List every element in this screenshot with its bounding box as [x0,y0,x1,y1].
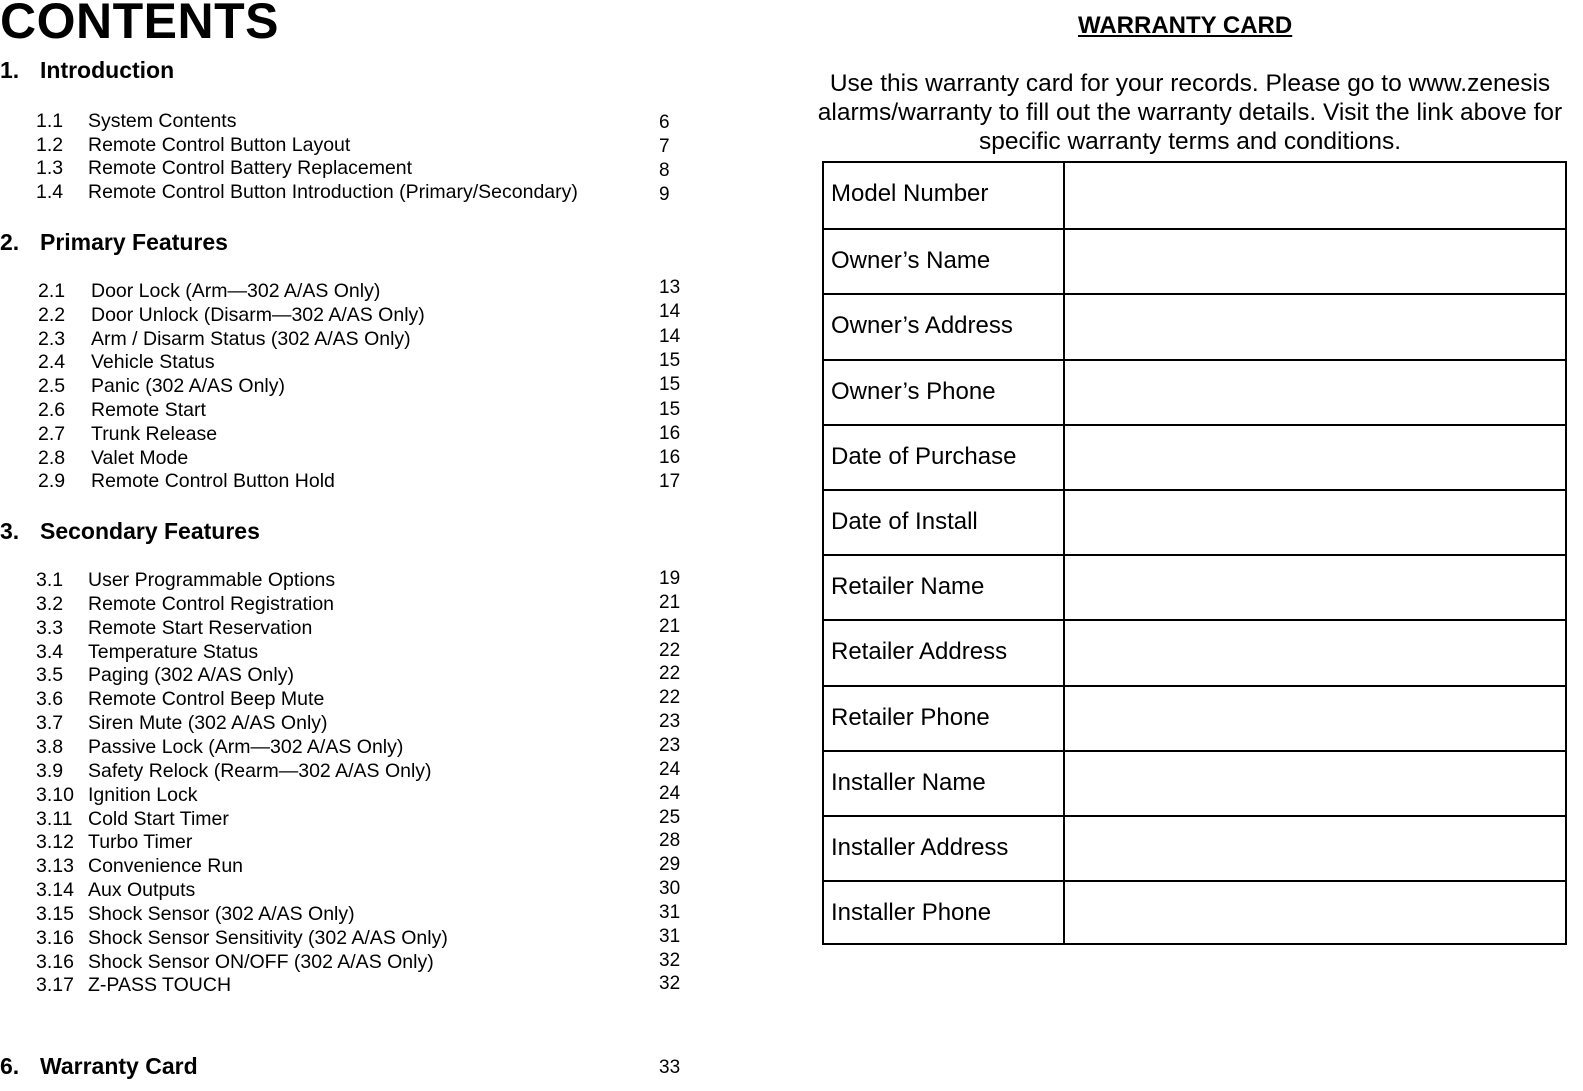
warranty-row [824,750,1565,815]
toc-entry[interactable] [38,447,188,470]
warranty-field-label: Installer Name [831,768,986,796]
toc-page-number: 8 [659,160,670,181]
toc-page-number: 33 [659,1057,681,1078]
toc-entry[interactable] [36,593,334,616]
toc-entry-number: 3.8 [36,735,64,758]
toc-entry-number: 3.16 [36,950,74,973]
section-title: Primary Features [40,229,228,255]
toc-entry-title: Trunk Release [91,422,218,445]
warranty-field-label: Retailer Name [831,573,985,601]
toc-page-number: 32 [659,949,681,971]
warranty-field-entry[interactable] [1063,556,1565,619]
toc-entry[interactable] [36,617,312,640]
toc-entry-number: 2.9 [38,470,66,493]
warranty-row [824,554,1565,619]
toc-entry[interactable] [38,351,215,374]
toc-entry[interactable] [36,641,258,664]
warranty-field-entry[interactable] [1063,882,1565,945]
warranty-field-label: Installer Phone [831,899,992,927]
toc-entry[interactable] [36,736,403,759]
toc-entry-number: 1.3 [36,157,64,180]
warranty-field-label: Retailer Address [831,638,1008,666]
toc-entry-title: Remote Start [91,399,206,421]
warranty-field-entry[interactable] [1063,491,1565,554]
warranty-field-entry[interactable] [1063,426,1565,489]
toc-entry[interactable] [36,903,355,926]
warranty-row [824,424,1565,489]
toc-entry-number: 2.5 [38,375,66,398]
toc-page-number: 6 [659,112,670,133]
toc-page-number: 23 [659,711,681,733]
warranty-row [824,619,1565,684]
toc-entry[interactable] [36,157,412,180]
toc-page-number: 13 [659,277,681,298]
section-heading-introduction[interactable] [0,57,174,84]
contents-title: CONTENTS [0,0,279,49]
toc-entry[interactable] [36,569,335,592]
section-heading-primary-features[interactable] [0,229,228,256]
toc-entry-number: 3.6 [36,688,64,711]
toc-page-number: 31 [659,925,681,947]
toc-page-number: 17 [659,471,681,493]
warranty-field-entry[interactable] [1063,621,1565,684]
toc-entry[interactable] [38,423,217,446]
toc-entry-title: Door Unlock (Disarm—302 A/AS Only) [91,303,425,326]
warranty-table [822,161,1567,945]
toc-entry[interactable] [36,974,231,997]
toc-page-number: 22 [659,639,681,661]
toc-entry[interactable] [36,927,448,950]
toc-entry[interactable] [36,951,434,974]
toc-page-number: 30 [659,878,681,900]
toc-entry-number: 3.2 [36,592,64,615]
section-title: Secondary Features [40,518,260,544]
toc-entry-number: 3.5 [36,664,64,687]
toc-entry[interactable] [36,110,236,133]
toc-entry-number: 2.1 [38,280,66,302]
toc-entry-title: Temperature Status [88,640,259,663]
toc-page-number: 28 [659,830,681,852]
toc-entry-number: 3.9 [36,759,64,782]
toc-entry[interactable] [38,470,335,493]
warranty-field-entry[interactable] [1063,361,1565,424]
toc-entry[interactable] [36,134,350,157]
toc-page-number: 15 [659,398,681,420]
toc-entry-title: Arm / Disarm Status (302 A/AS Only) [91,327,411,350]
warranty-row [824,293,1565,358]
toc-page-number: 24 [659,782,681,804]
warranty-field-entry[interactable] [1063,752,1565,815]
section-number: 1. [0,57,20,83]
toc-entry-title: Convenience Run [88,855,244,878]
toc-entry[interactable] [36,712,328,735]
toc-page-number: 21 [659,591,681,613]
warranty-field-label: Retailer Phone [831,703,990,731]
toc-entry-number: 2.7 [38,422,66,445]
toc-page-number: 15 [659,349,681,371]
section-heading-warranty-card[interactable] [0,1053,198,1080]
toc-entry-number: 3.7 [36,712,64,735]
warranty-field-entry[interactable] [1063,163,1565,228]
toc-entry-number: 3.14 [36,879,74,902]
toc-entry-title: Safety Relock (Rearm—302 A/AS Only) [88,759,432,782]
toc-entry-number: 3.4 [36,640,64,663]
warranty-field-label: Date of Purchase [831,442,1017,470]
toc-entry[interactable] [36,808,229,831]
warranty-title: WARRANTY CARD [1078,12,1293,39]
warranty-row [824,359,1565,424]
toc-entry-number: 3.15 [36,902,74,925]
toc-page-number: 23 [659,734,681,756]
toc-entry-title: Remote Control Beep Mute [88,688,325,711]
warranty-field-label: Model Number [831,180,989,207]
toc-entry[interactable] [38,280,380,303]
toc-page-number: 32 [659,973,681,995]
toc-entry-number: 3.12 [36,831,74,854]
toc-entry-title: Valet Mode [91,446,189,469]
toc-entry-title: Shock Sensor ON/OFF (302 A/AS Only) [88,950,434,973]
toc-entry-number: 3.16 [36,926,74,949]
toc-entry-number: 3.13 [36,855,74,878]
toc-entry-number: 2.8 [38,446,66,469]
warranty-field-label: Installer Address [831,834,1009,861]
toc-entry-number: 2.6 [38,399,66,421]
toc-entry[interactable] [38,304,425,327]
toc-entry-number: 3.17 [36,974,74,997]
toc-page-number: 19 [659,568,681,589]
toc-entry-title: Panic (302 A/AS Only) [91,375,286,398]
toc-entry-title: Aux Outputs [88,879,196,902]
toc-entry-number: 1.4 [36,181,64,204]
toc-entry-title: Remote Control Registration [88,592,335,615]
toc-entry-title: Ignition Lock [88,783,198,806]
toc-entry-title: Door Lock (Arm—302 A/AS Only) [91,280,381,302]
warranty-row [824,228,1565,293]
section-title: Warranty Card [40,1053,198,1079]
toc-entry[interactable] [38,375,285,398]
toc-entry-number: 3.1 [36,569,64,591]
section-title: Introduction [40,57,175,83]
toc-page-number: 24 [659,758,681,780]
toc-entry-title: Remote Start Reservation [88,616,313,639]
warranty-row [824,685,1565,750]
toc-page-number: 31 [659,901,681,923]
toc-entry-title: Shock Sensor Sensitivity (302 A/AS Only) [88,926,448,949]
toc-entry-title: Turbo Timer [88,831,193,854]
warranty-row [824,163,1565,228]
section-number: 3. [0,518,20,544]
warranty-field-entry[interactable] [1063,295,1565,358]
toc-entry-title: Siren Mute (302 A/AS Only) [88,712,328,735]
warranty-instructions: Use this warranty card for your records. Please go to www.zenesis alarms/warranty to fill out the warranty details. Visit the link above for specific warranty terms and conditions. [817,70,1563,155]
toc-page-number: 29 [659,854,681,876]
warranty-field-label: Date of Install [831,508,978,535]
warranty-row [824,489,1565,554]
toc-entry[interactable] [36,664,294,687]
section-heading-secondary-features[interactable] [0,518,260,545]
toc-entry[interactable] [36,831,192,854]
warranty-field-entry[interactable] [1063,230,1565,293]
toc-page-number: 14 [659,325,681,347]
warranty-field-entry[interactable] [1063,687,1565,750]
toc-entry-title: Remote Control Button Introduction (Primary/Secondary) [88,181,578,204]
toc-page-number: 16 [659,447,681,469]
warranty-field-label: Owner’s Phone [831,377,996,405]
section-number: 2. [0,229,20,255]
warranty-field-label: Owner’s Address [831,312,1013,340]
toc-entry[interactable] [38,399,206,422]
toc-entry-title: Passive Lock (Arm—302 A/AS Only) [88,735,404,758]
toc-entry[interactable] [36,181,578,204]
warranty-row [824,880,1565,945]
toc-entry[interactable] [36,855,243,878]
toc-entry-number: 1.1 [36,110,64,132]
toc-page-number: 9 [659,184,670,205]
toc-page-number: 25 [659,806,681,828]
warranty-field-label: Owner’s Name [831,247,991,275]
toc-page-number: 7 [659,136,670,157]
toc-entry-title: Remote Control Battery Replacement [88,157,413,180]
toc-entry-number: 2.4 [38,351,66,374]
toc-entry-title: User Programmable Options [88,569,336,591]
toc-entry-title: Shock Sensor (302 A/AS Only) [88,902,355,925]
toc-entry-number: 3.11 [36,807,73,830]
toc-entry-number: 2.3 [38,327,66,350]
toc-entry-title: Remote Control Button Layout [88,133,351,156]
toc-entry[interactable] [36,688,324,711]
section-number: 6. [0,1053,20,1079]
toc-page-number: 22 [659,687,681,709]
toc-page-number: 16 [659,422,681,444]
toc-entry[interactable] [36,760,432,783]
toc-entry-title: Remote Control Button Hold [91,470,335,493]
toc-page-number: 15 [659,374,681,396]
toc-page-number: 22 [659,663,681,685]
toc-entry-title: Paging (302 A/AS Only) [88,664,294,687]
toc-entry[interactable] [36,784,198,807]
warranty-row [824,815,1565,880]
toc-entry-number: 1.2 [36,133,64,156]
toc-entry-title: Z-PASS TOUCH [88,974,232,997]
toc-page-number: 14 [659,301,681,323]
toc-entry-title: Cold Start Timer [88,807,229,830]
toc-entry[interactable] [36,879,195,902]
toc-entry-number: 2.2 [38,303,66,326]
warranty-field-entry[interactable] [1063,817,1565,880]
toc-entry-number: 3.3 [36,616,64,639]
toc-entry-number: 3.10 [36,783,74,806]
toc-page-number: 21 [659,615,681,637]
toc-entry[interactable] [38,328,411,351]
toc-entry-title: Vehicle Status [91,351,215,374]
toc-entry-title: System Contents [88,110,237,132]
